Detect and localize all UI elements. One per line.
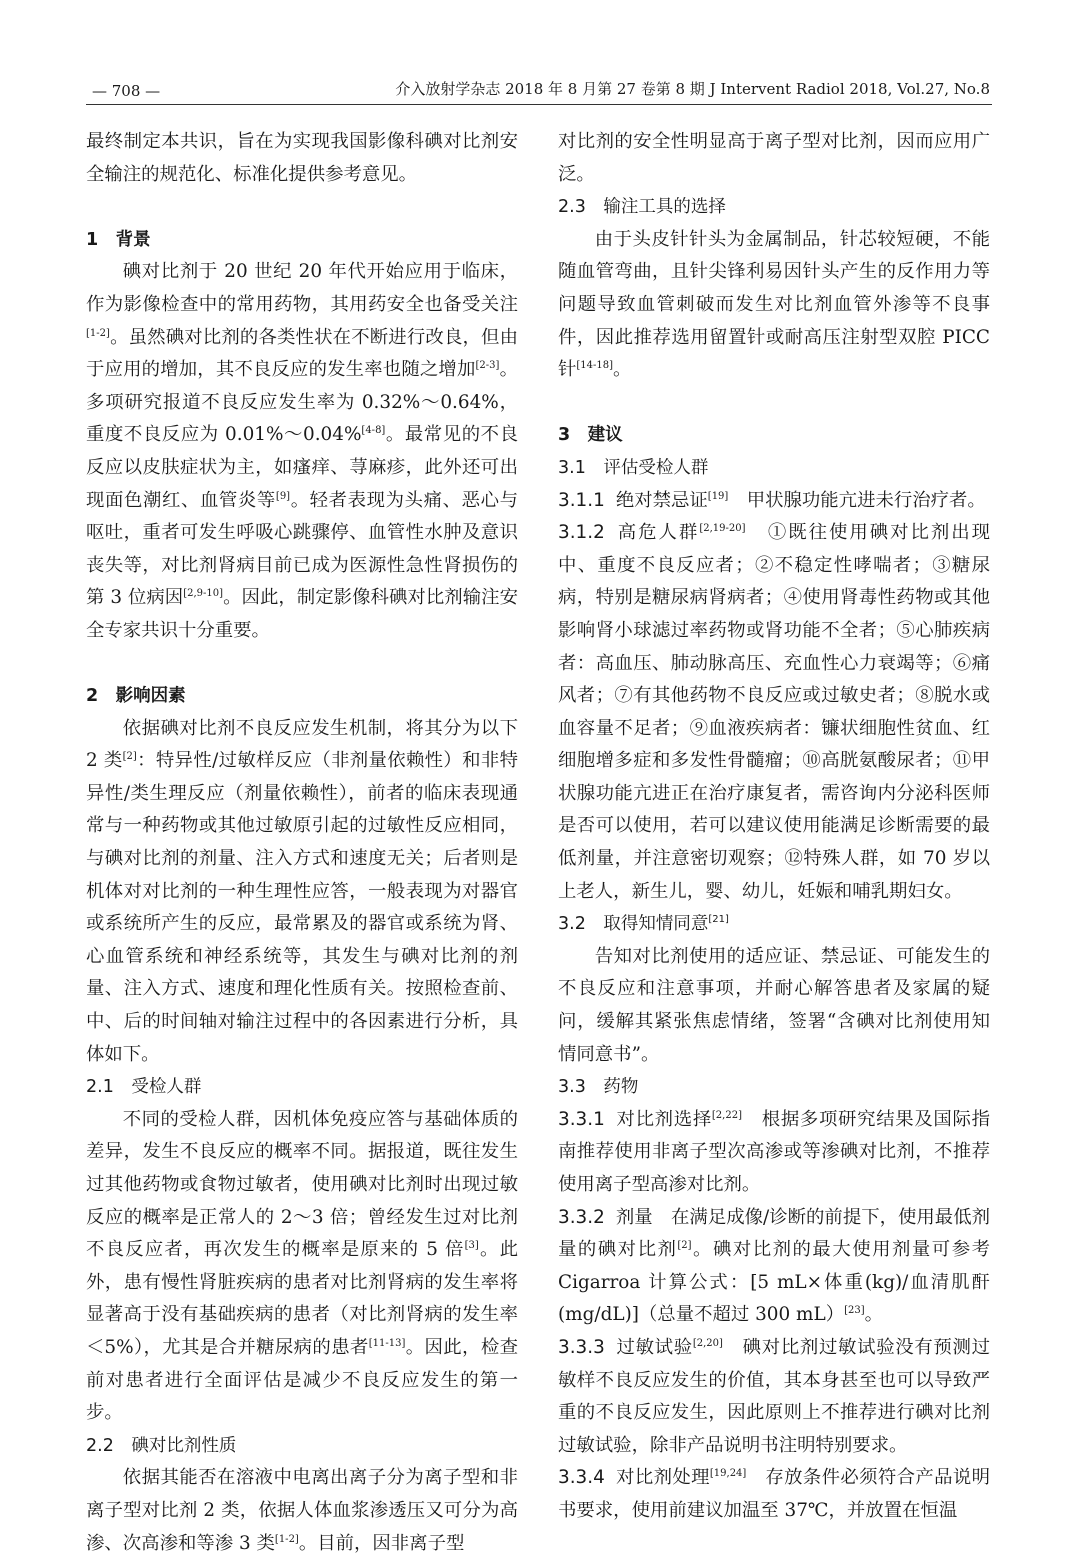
item-title: 过敏试验 [615,1336,693,1358]
text: 不同的受检人群，因机体免疫应答与基础体质的差异，发生不良反应的概率不同。据报道，既往发生过其他药物或食物过敏者，使用碘对比剂时出现过敏反应的概率是正常人的 2～3 倍；曾经发生过对比剂不良反应者，再次发生的概率是原来的 5 倍 [86,1108,518,1261]
citation: [2-3] [475,360,500,372]
item-number: 3.3.1 [558,1108,605,1130]
citation: [1-2] [86,327,110,339]
citation: [2,9-10] [183,588,224,600]
intro-paragraph [86,126,518,191]
section-2-paragraph [86,713,518,1072]
citation: [2,19-20] [699,523,746,534]
item-title: 对比剂选择 [615,1108,712,1130]
text: 。多项研究报道不良反应发生率为 0.32%～0.64%，重度不良反应为 0.01%～0.04% [86,359,518,446]
citation: [4-8] [361,425,386,437]
item-number: 3.1.2 [558,522,605,544]
section-3-3-title: 3.3 药物 [558,1077,639,1098]
citation: [2] [677,1240,692,1252]
text: 。目前，因非离子型 [298,1532,465,1554]
title-text: 3.2 取得知情同意 [558,914,709,935]
section-2-2-paragraph [86,1462,518,1560]
citation: [2,22] [711,1109,742,1121]
citation: [14-18] [576,360,614,372]
text: 。虽然碘对比剂的各类性状在不断进行改良，但由于应用的增加，其不良反应的发生率也随之增加 [86,326,518,381]
section-3-2-paragraph: 告知对比剂使用的适应证、禁忌证、可能发生的不良反应和注意事项，并耐心解答患者及家属的疑问，缓解其紧张焦虑情绪，签署“含碘对比剂使用知情同意书”。 [558,945,990,1065]
text: 在满足成像/诊断的前提下，使用最低剂量的碘对比剂 [558,1206,990,1261]
citation: [23] [844,1305,865,1317]
text: 碘对比剂于 20 世纪 20 年代开始应用于临床，作为影像检查中的常用药物，其用药安全也备受关注 [86,261,518,315]
section-1-title: 1 背景 [86,229,151,250]
text: 。轻者表现为头痛、恶心与呕吐，重者可发生呼吸心跳骤停、血管性水肿及意识丧失等，对比剂肾病目前已成为医源性急性肾损伤的第 3 位病因 [86,489,518,609]
section-3-1-title: 3.1 评估受检人群 [558,457,709,478]
item-title: 高危人群 [615,522,700,544]
section-2-1-title: 2.1 受检人群 [86,1077,202,1098]
citation: [1-2] [274,1533,299,1545]
item-3-3-2 [558,1202,990,1332]
text: 由于头皮针针头为金属制品，针芯较短硬，不能随血管弯曲，且针尖锋利易因针头产生的反作用力等问题导致血管刺破而发生对比剂血管外渗等不良事件，因此推荐选用留置针或耐高压注射型双腔 PICC 针 [558,228,990,381]
section-3-title: 3 建议 [558,425,623,446]
item-3-1-2 [558,517,990,908]
item-number: 3.1.1 [558,489,605,511]
citation: [21] [708,914,729,926]
item-title: 剂量 [615,1206,653,1228]
item-3-3-1 [558,1104,990,1202]
text: 。碘对比剂的最大使用剂量可参考 Cigarroa 计算公式：[5 mL×体重(kg)/血清肌酐(mg/dL)]（总量不超过 300 mL） [558,1239,990,1326]
page-number: — 708 — [92,82,161,100]
item-title: 对比剂处理 [615,1467,710,1489]
item-3-3-3 [558,1332,990,1462]
item-number: 3.3.2 [558,1206,605,1228]
citation: [3] [464,1240,479,1252]
text: 根据多项研究结果及国际指南推荐使用非离子型次高渗或等渗碘对比剂，不推荐使用离子型高渗对比剂。 [558,1108,990,1195]
right-column [558,126,990,1528]
journal-info: 介入放射学杂志 2018 年 8 月第 27 卷第 8 期 J Intervent Radiol 2018, Vol.27, No.8 [395,80,990,98]
intro-text: 最终制定本共识，旨在为实现我国影像科碘对比剂安全输注的规范化、标准化提供参考意见。 [86,131,518,185]
section-2-2-title: 2.2 碘对比剂性质 [86,1435,237,1456]
item-number: 3.3.4 [558,1467,605,1489]
text: 。最常见的不良反应以皮肤症状为主，如瘙痒、荨麻疹，此外还可出现面色潮红、血管炎等 [86,424,518,511]
text: 依据碘对比剂不良反应发生机制，将其分为以下 2 类 [86,717,518,772]
page-header [86,78,992,105]
text: ①既往使用碘对比剂出现中、重度不良反应者；②不稳定性哮喘者；③糖尿病，特别是糖尿病肾病者；④使用肾毒性药物或其他影响肾小球滤过率药物或肾功能不全者；⑤心肺疾病者：高血压、肺动脉高压、充血性心力衰竭等；⑥痛风者；⑦有其他药物不良反应或过敏史者；⑧脱水或血容量不足者；⑨血液疾病者：镰状细胞性贫血、红细胞增多症和多发性骨髓瘤；⑩高胱氨酸尿者；⑪甲状腺功能亢进正在治疗康复者，需咨询内分泌科医师是否可以使用，若可以建议使用能满足诊断需要的最低剂量，并注意密切观察；⑫特殊人群，如 70 岁以上老人，新生儿，婴、幼儿，妊娠和哺乳期妇女。 [558,522,990,902]
section-2-title: 2 影响因素 [86,686,186,707]
citation: [19,24] [709,1468,747,1480]
section-3-2-title [558,908,990,941]
section-1-paragraph [86,256,518,647]
section-2-3-paragraph [558,224,990,387]
item-3-1-1 [558,485,990,518]
item-number: 3.3.3 [558,1336,605,1358]
text: 。因此，制定影像科碘对比剂输注安全专家共识十分重要。 [86,587,518,641]
continued-paragraph: 对比剂的安全性明显高于离子型对比剂，因而应用广泛。 [558,131,990,185]
text: 存放条件必须符合产品说明书要求，使用前建议加温至 37℃，并放置在恒温 [558,1467,990,1521]
text: 碘对比剂过敏试验没有预测过敏样不良反应发生的价值，其本身甚至也可以导致严重的不良反应发生，因此原则上不推荐进行碘对比剂过敏试验，除非产品说明书注明特别要求。 [558,1336,990,1456]
citation: [11-13] [368,1337,406,1349]
item-title: 绝对禁忌证 [615,489,708,511]
text: 甲状腺功能亢进未行治疗者。 [728,489,986,511]
section-2-1-paragraph [86,1104,518,1430]
text: 依据其能否在溶液中电离出离子分为离子型和非离子型对比剂 2 类，依据人体血浆渗透压又可分为高渗、次高渗和等渗 3 类 [86,1467,518,1554]
citation: [2] [122,751,137,763]
text: 。 [613,359,632,381]
text: 。因此，检查前对患者进行全面评估是减少不良反应发生的第一步。 [86,1336,518,1424]
section-2-3-title: 2.3 输注工具的选择 [558,197,726,218]
citation: [9] [275,490,291,502]
text: 。此外，患有慢性肾脏疾病的患者对比剂肾病的发生率将显著高于没有基础疾病的患者（对比剂肾病的发生率＜5%），尤其是合并糖尿病的患者 [86,1239,518,1358]
citation: [19] [707,490,729,502]
text: ：特异性/过敏样反应（非剂量依赖性）和非特异性/类生理反应（剂量依赖性），前者的临床表现通常与一种药物或其他过敏原引起的过敏性反应相同，与碘对比剂的剂量、注入方式和速度无关；后者则是机体对对比剂的一种生理性应答，一般表现为对器官或系统所产生的反应，最常累及的器官或系统为肾、心血管系统和神经系统等，其发生与碘对比剂的剂量、注入方式、速度和理化性质有关。按照检查前、中、后的时间轴对输注过程中的各因素进行分析，具体如下。 [86,750,518,1065]
citation: [2,20] [692,1337,723,1349]
text: 。 [864,1304,884,1326]
item-3-3-4 [558,1462,990,1527]
left-column [86,126,518,1560]
